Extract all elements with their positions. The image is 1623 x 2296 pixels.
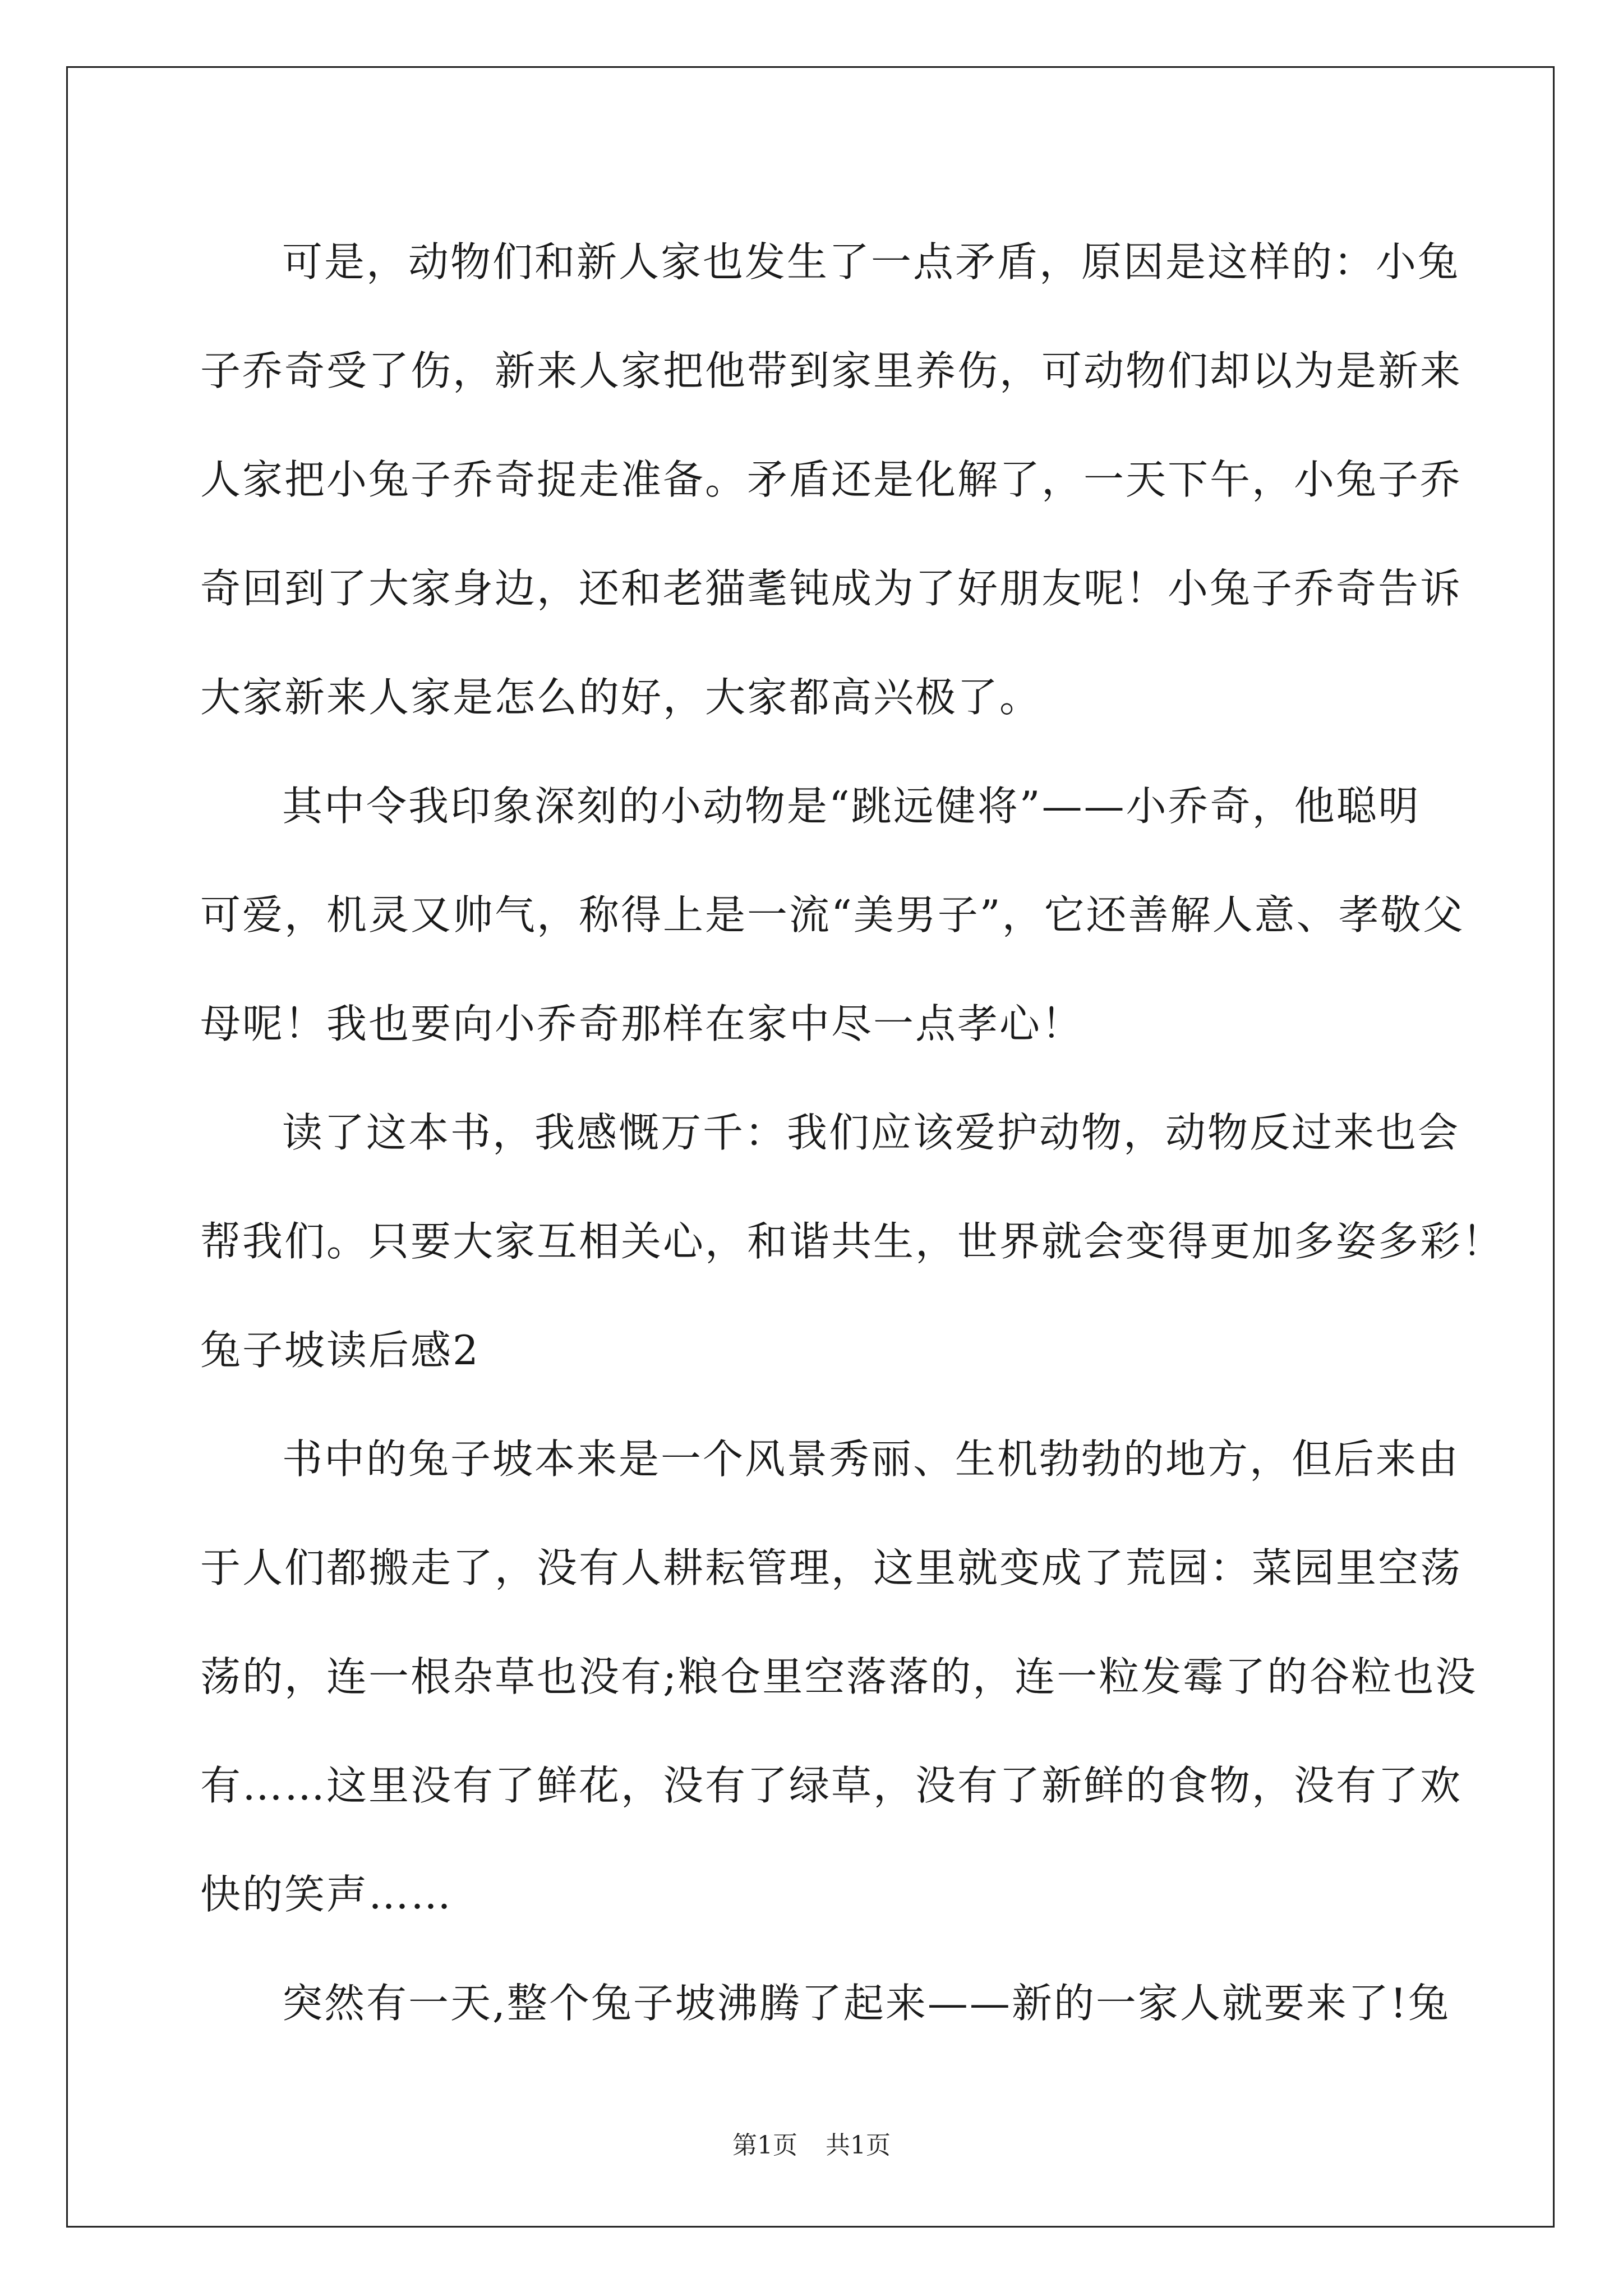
text-line: 读了这本书，我感慨万千：我们应该爱护动物，动物反过来也会 <box>282 1109 1460 1156</box>
text-line: 突然有一天,整个兔子坡沸腾了起来——新的一家人就要来了!兔 <box>282 1980 1450 2027</box>
text-line: 其中令我印象深刻的小动物是“跳远健将”——小乔奇，他聪明 <box>282 783 1421 830</box>
section-heading: 兔子坡读后感2 <box>200 1327 480 1374</box>
text-line: 母呢！我也要向小乔奇那样在家中尽一点孝心！ <box>200 1000 1084 1047</box>
text-line: 快的笑声…… <box>200 1871 453 1918</box>
text-line: 可爱，机灵又帅气，称得上是一流“美男子”，它还善解人意、孝敬父 <box>200 891 1465 938</box>
text-line: 于人们都搬走了，没有人耕耘管理，这里就变成了荒园：菜园里空荡 <box>200 1544 1463 1591</box>
text-line: 帮我们。只要大家互相关心，和谐共生，世界就会变得更加多姿多彩！ <box>200 1218 1505 1265</box>
text-line: 荡的，连一根杂草也没有;粮仓里空落落的，连一粒发霉了的谷粒也没 <box>200 1653 1478 1700</box>
text-line: 有……这里没有了鲜花，没有了绿草，没有了新鲜的食物，没有了欢 <box>200 1762 1463 1809</box>
text-line: 书中的兔子坡本来是一个风景秀丽、生机勃勃的地方，但后来由 <box>282 1435 1460 1483</box>
text-line: 奇回到了大家身边，还和老猫耄钝成为了好朋友呢！小兔子乔奇告诉 <box>200 565 1463 612</box>
document-body <box>200 208 1505 2058</box>
text-line: 大家新来人家是怎么的好，大家都高兴极了。 <box>200 674 1042 721</box>
text-line: 子乔奇受了伤，新来人家把他带到家里养伤，可动物们却以为是新来 <box>200 347 1463 394</box>
text-line: 人家把小兔子乔奇捉走准备。矛盾还是化解了，一天下午，小兔子乔 <box>200 456 1463 503</box>
page-number: 第1页 <box>732 2131 797 2160</box>
text-line: 可是，动物们和新人家也发生了一点矛盾，原因是这样的：小兔 <box>282 238 1460 286</box>
page-footer <box>0 2129 1623 2162</box>
page-total: 共1页 <box>826 2131 891 2160</box>
